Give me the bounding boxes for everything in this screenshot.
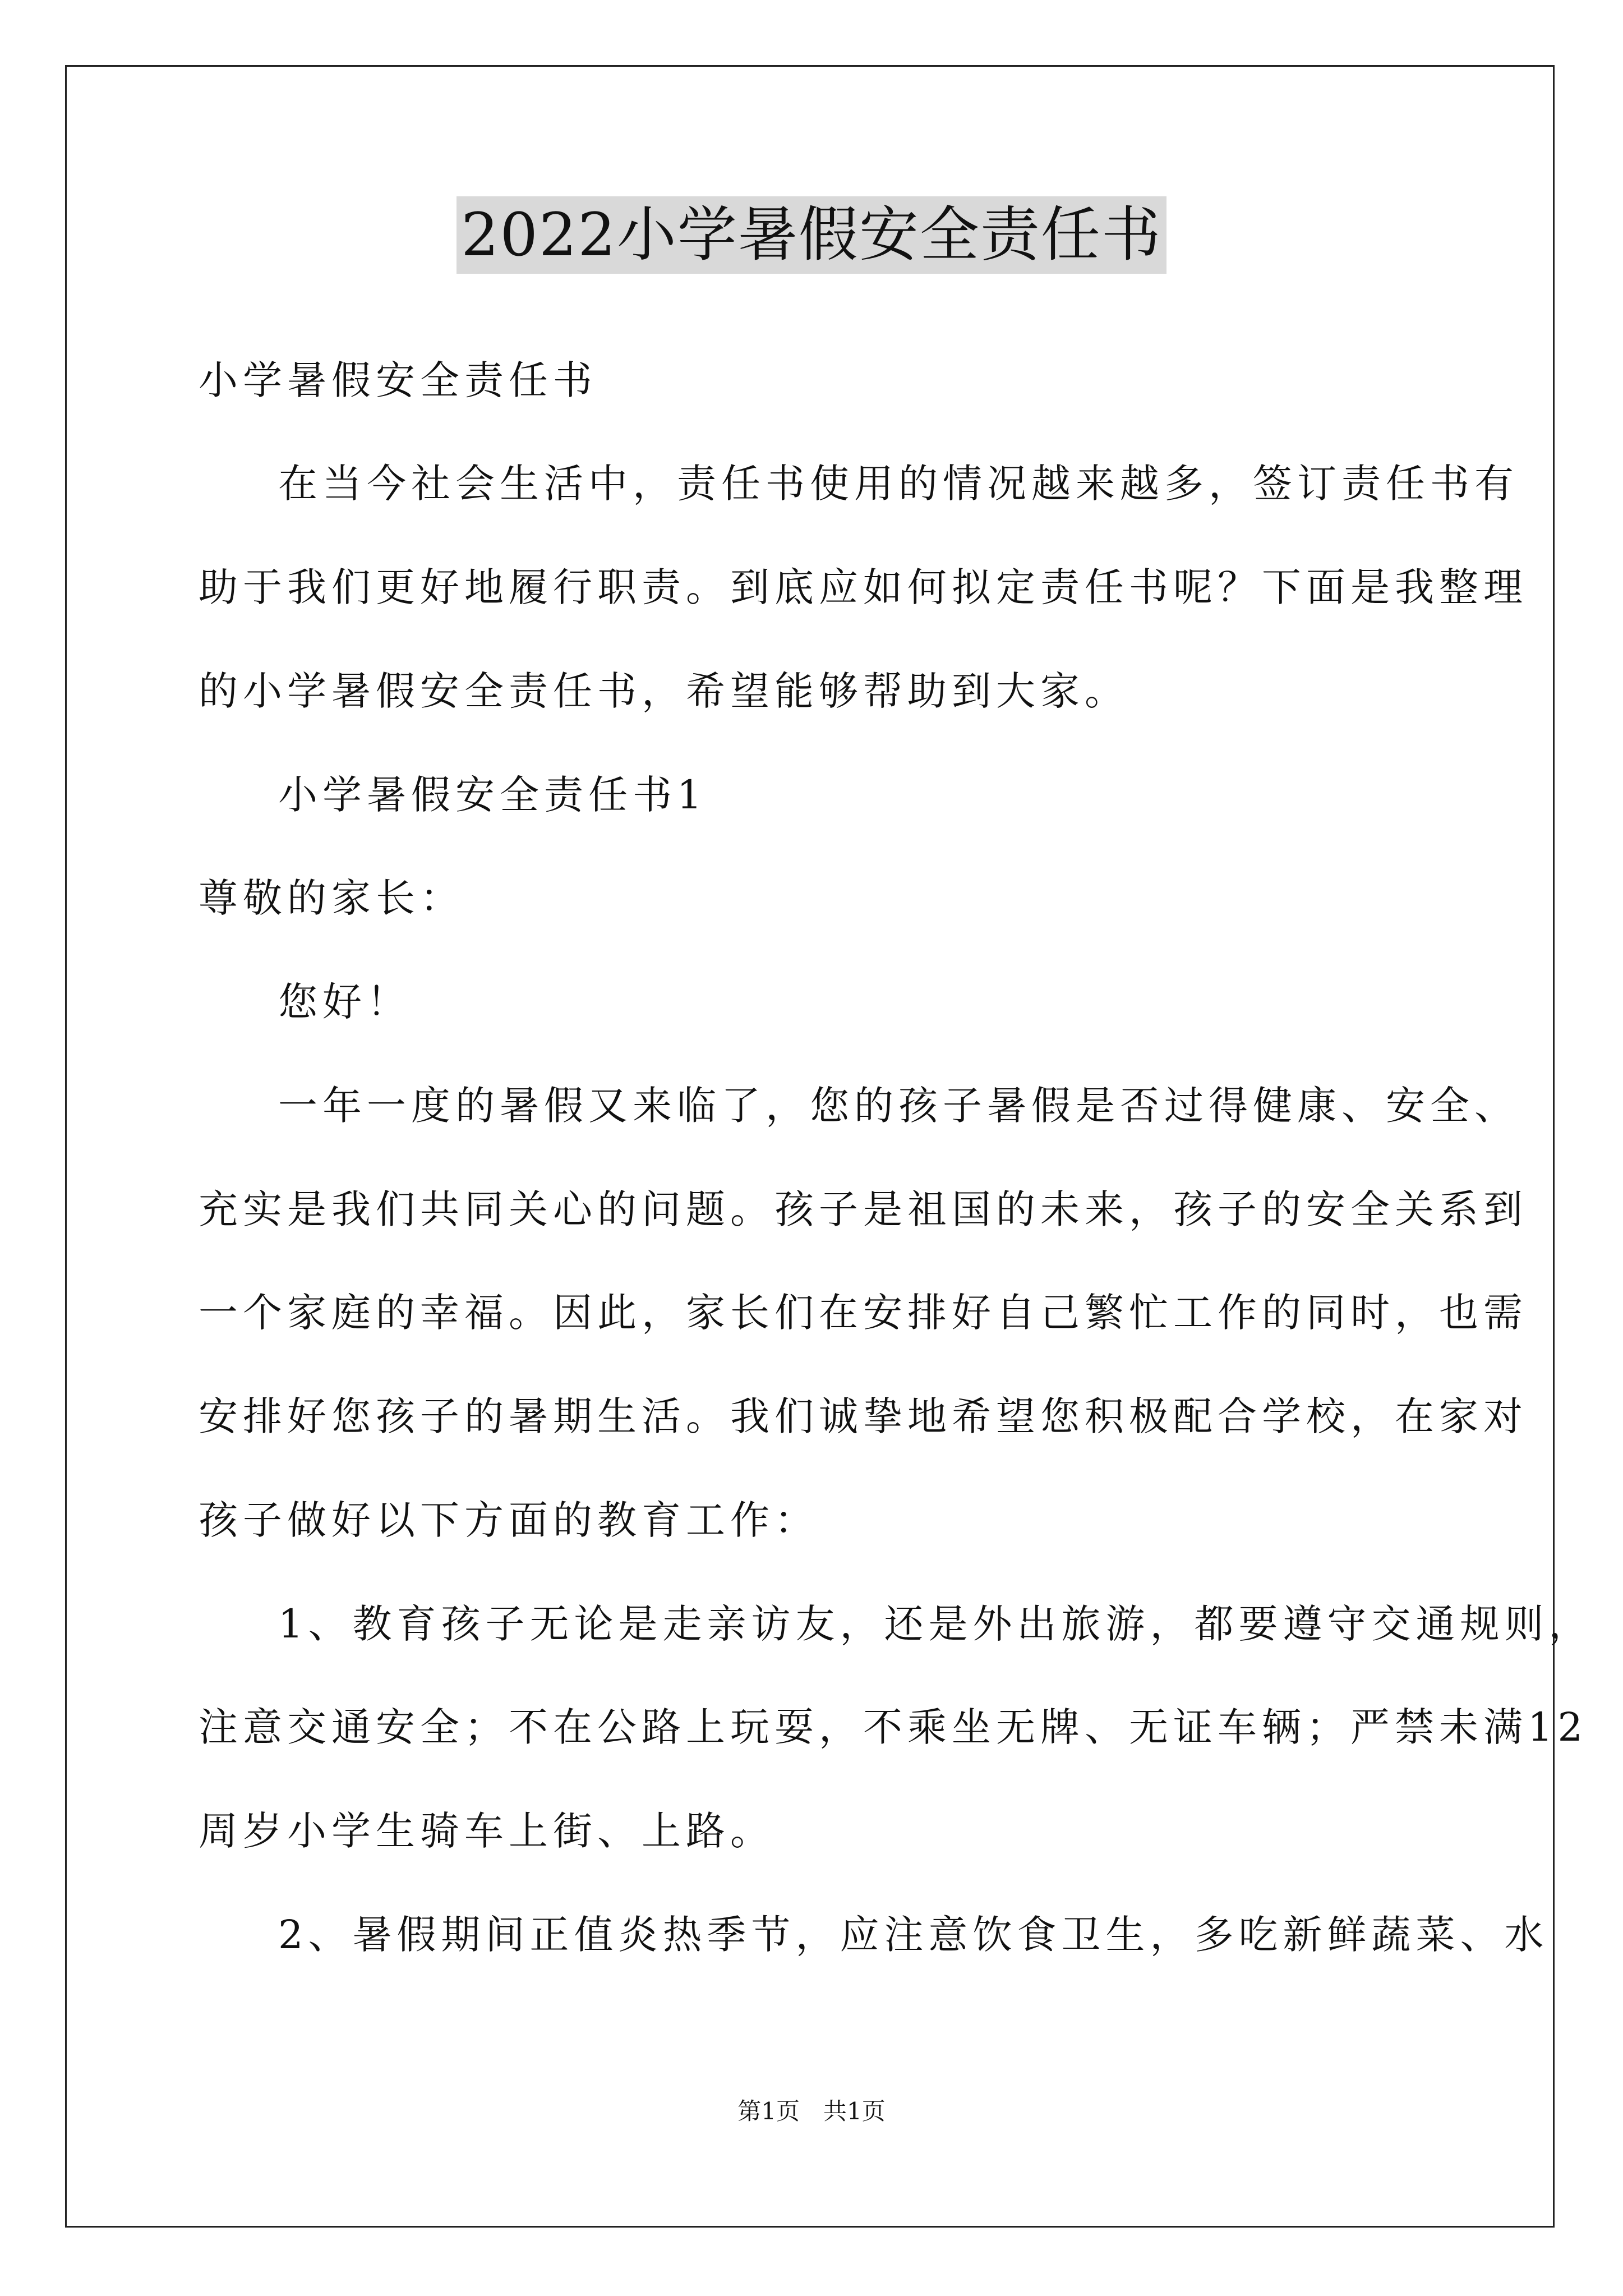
text-line: 2、暑假期间正值炎热季节，应注意饮食卫生，多吃新鲜蔬菜、水 [278,1912,1549,1958]
text-line: 周岁小学生骑车上街、上路。 [199,1808,774,1854]
text-line: 一个家庭的幸福。因此，家长们在安排好自己繁忙工作的同时，也需 [199,1290,1528,1336]
text-line: 助于我们更好地履行职责。到底应如何拟定责任书呢？下面是我整理 [199,564,1528,610]
text-line: 1、教育孩子无论是走亲访友，还是外出旅游，都要遵守交通规则， [278,1601,1593,1647]
text-line: 您好！ [278,979,411,1025]
text-line: 注意交通安全；不在公路上玩耍，不乘坐无牌、无证车辆；严禁未满12 [199,1704,1588,1750]
text-line: 充实是我们共同关心的问题。孩子是祖国的未来，孩子的安全关系到 [199,1186,1528,1232]
document-title: 2022小学暑假安全责任书 [457,196,1166,274]
page-footer: 第1页 共1页 [737,2097,886,2125]
title-container [0,196,1623,274]
text-line: 安排好您孩子的暑期生活。我们诚挚地希望您积极配合学校，在家对 [199,1393,1528,1439]
text-line: 小学暑假安全责任书 [199,357,597,403]
text-line: 在当今社会生活中，责任书使用的情况越来越多，签订责任书有 [278,461,1519,507]
text-line: 小学暑假安全责任书1 [278,772,707,818]
text-line: 一年一度的暑假又来临了，您的孩子暑假是否过得健康、安全、 [278,1083,1519,1129]
text-line: 孩子做好以下方面的教育工作： [199,1497,819,1543]
text-line: 尊敬的家长： [199,875,464,921]
text-line: 的小学暑假安全责任书，希望能够帮助到大家。 [199,668,1129,714]
